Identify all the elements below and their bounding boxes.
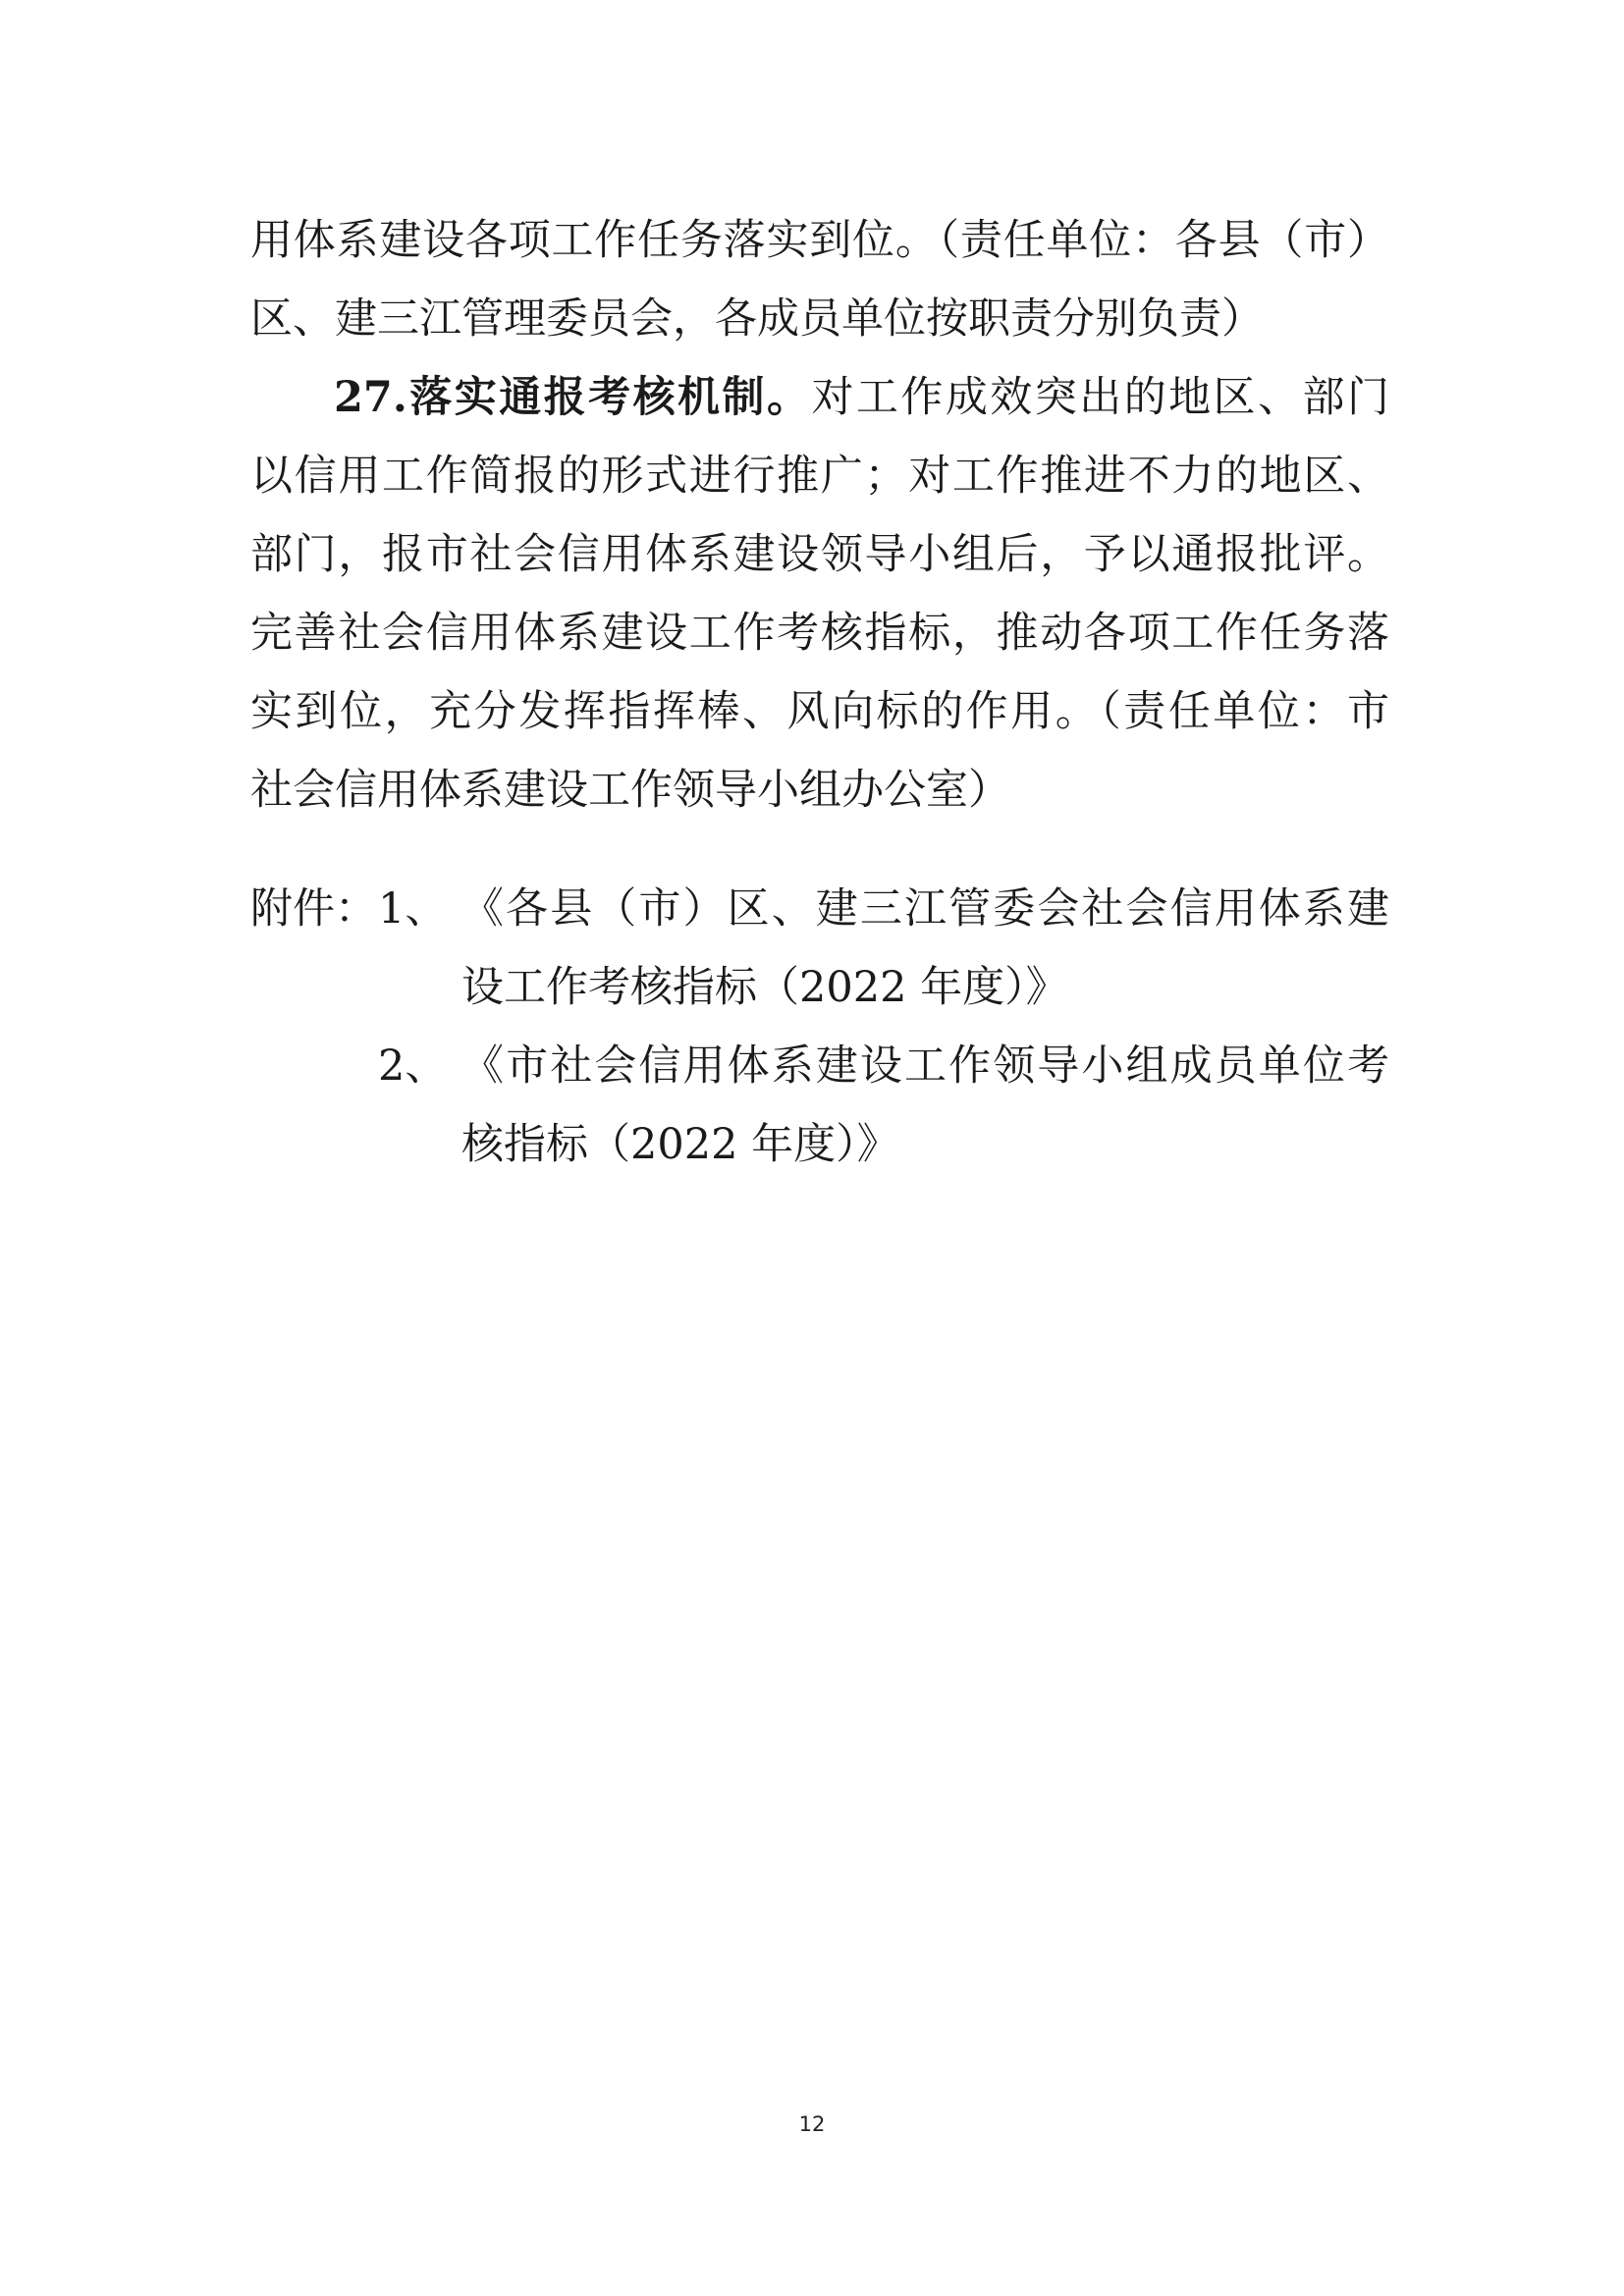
body-line: 部门，报市社会信用体系建设领导小组后，予以通报批评。 — [250, 530, 1389, 579]
body-line: 以信用工作简报的形式进行推广；对工作推进不力的地区、 — [250, 452, 1389, 501]
body-text: 对工作成效突出的地区、部门 — [811, 373, 1390, 422]
body-line: 完善社会信用体系建设工作考核指标，推动各项工作任务落 — [250, 609, 1389, 658]
attachment-title: 《各县（市）区、建三江管委会社会信用体系建 — [461, 884, 1389, 934]
attachment-number: 2、 — [378, 1041, 448, 1091]
body-line: 区、建三江管理委员会，各成员单位按职责分别负责） — [250, 294, 1264, 344]
body-line: 实到位，充分发挥指挥棒、风向标的作用。（责任单位：市 — [250, 687, 1389, 736]
attachment-title: 《市社会信用体系建设工作领导小组成员单位考 — [461, 1041, 1389, 1091]
attachment-number: 1、 — [378, 884, 448, 934]
attachments-label: 附件： — [250, 884, 377, 934]
body-line: 用体系建设各项工作任务落实到位。（责任单位：各县（市） — [250, 216, 1389, 265]
page-number: 12 — [798, 2112, 826, 2136]
section-heading-27: 27.落实通报考核机制。 — [334, 373, 812, 422]
attachment-title-continued: 设工作考核指标（2022 年度）》 — [461, 963, 1068, 1012]
body-line: 社会信用体系建设工作领导小组办公室） — [250, 766, 1010, 815]
paragraph-27-first-line — [334, 358, 1389, 437]
attachment-title-continued: 核指标（2022 年度）》 — [461, 1120, 899, 1169]
